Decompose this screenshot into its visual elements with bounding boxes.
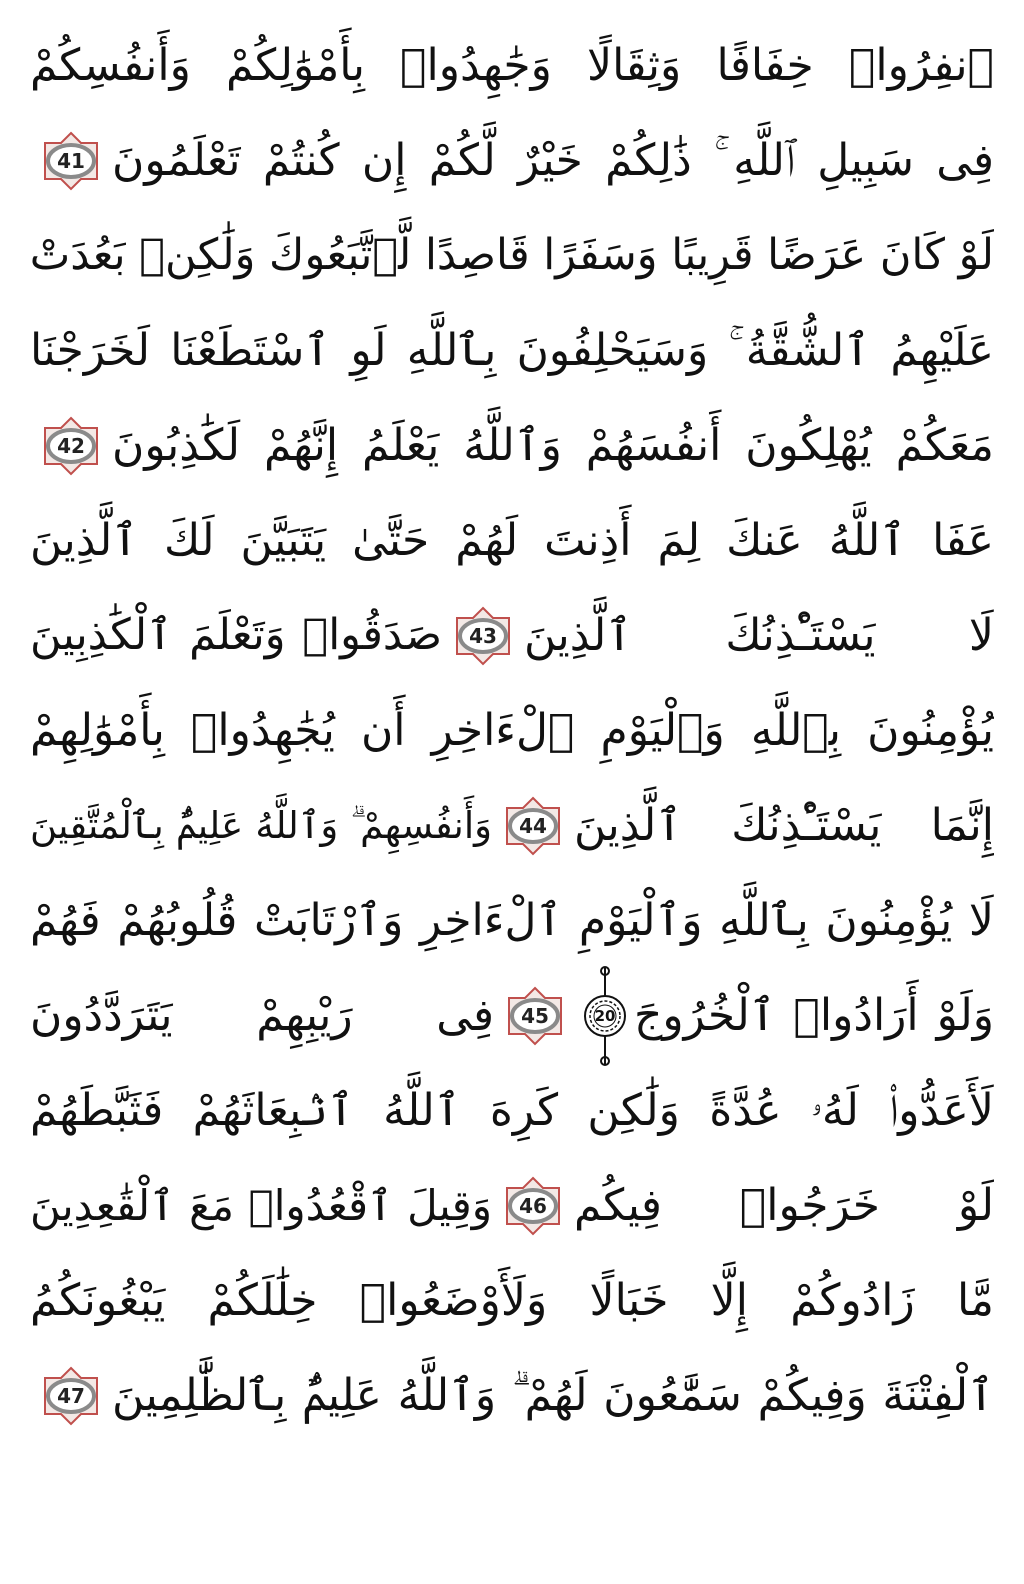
- ayah-number-marker: [452, 605, 514, 667]
- ayah-number-marker: [504, 985, 566, 1047]
- verse-line: [30, 588, 994, 683]
- verse-line: [30, 778, 994, 873]
- verse-line: [30, 1348, 994, 1443]
- ayah-number: 44: [519, 813, 547, 838]
- verse-text: عَفَا ٱللَّهُ عَنكَ لِمَ أَذِنتَ لَهُمْ حَتَّىٰ يَتَبَيَّنَ لَكَ ٱلَّذِينَ: [30, 515, 994, 566]
- verse-text: ٱلْفِتْنَةَ وَفِيكُمْ سَمَّٰعُونَ لَهُمْ ۗ وَٱللَّهُ عَلِيمٌۢ بِٱلظَّٰلِمِينَ: [112, 1370, 994, 1421]
- ayah-number: 41: [57, 148, 85, 173]
- verse-text: لَا يُؤْمِنُونَ بِٱللَّهِ وَٱلْيَوْمِ ٱلْءَاخِرِ وَٱرْتَابَتْ قُلُوبُهُمْ فَهُمْ: [30, 895, 994, 946]
- verse-text: وَقِيلَ ٱقْعُدُوا۟ مَعَ ٱلْقَٰعِدِينَ: [30, 1181, 492, 1230]
- ayah-number-marker: [40, 1365, 102, 1427]
- verse-text: لَأَعَدُّوا۟ لَهُۥ عُدَّةً وَلَٰكِن كَرِهَ ٱللَّهُ ٱنۢبِعَاثَهُمْ فَثَبَّطَهُمْ: [30, 1085, 994, 1136]
- verse-text-after: لَا يَسْتَـْٔذِنُكَ ٱلَّذِينَ: [524, 610, 994, 661]
- verse-line: [30, 113, 994, 208]
- verse-text: يُؤْمِنُونَ بِٱللَّهِ وَٱلْيَوْمِ ٱلْءَاخِرِ أَن يُجَٰهِدُوا۟ بِأَمْوَٰلِهِمْ: [30, 705, 994, 756]
- verse-text: وَأَنفُسِهِمْ ۗ وَٱللَّهُ عَلِيمٌۢ بِٱلْمُتَّقِينَ: [30, 804, 492, 847]
- verse-line: [30, 493, 994, 588]
- verse-line: [30, 683, 994, 778]
- verse-text-after: لَوْ خَرَجُوا۟ فِيكُم: [574, 1180, 994, 1231]
- verse-line: [30, 1253, 994, 1348]
- ayah-number-marker: [40, 415, 102, 477]
- ayah-number: 43: [469, 623, 497, 648]
- verse-text: ٱنفِرُوا۟ خِفَافًا وَثِقَالًا وَجَٰهِدُوا۟ بِأَمْوَٰلِكُمْ وَأَنفُسِكُمْ: [30, 40, 994, 91]
- ayah-number-marker: [40, 130, 102, 192]
- ayah-number-marker: [502, 795, 564, 857]
- verse-line: [30, 1158, 994, 1253]
- ayah-number: 46: [519, 1193, 547, 1218]
- ayah-number: 42: [57, 433, 85, 458]
- hizb-marker: [582, 961, 628, 1071]
- hizb-number: 20: [594, 1006, 616, 1025]
- verse-line: [30, 18, 994, 113]
- verse-line: [30, 1063, 994, 1158]
- verse-text: مَعَكُمْ يُهْلِكُونَ أَنفُسَهُمْ وَٱللَّهُ يَعْلَمُ إِنَّهُمْ لَكَٰذِبُونَ: [112, 420, 994, 471]
- verse-text: فِى رَيْبِهِمْ يَتَرَدَّدُونَ: [30, 990, 494, 1041]
- verse-text-after: إِنَّمَا يَسْتَـْٔذِنُكَ ٱلَّذِينَ: [574, 800, 994, 851]
- verse-text: فِى سَبِيلِ ٱللَّهِ ۚ ذَٰلِكُمْ خَيْرٌ لَّكُمْ إِن كُنتُمْ تَعْلَمُونَ: [112, 135, 994, 186]
- ayah-number: 47: [57, 1383, 85, 1408]
- verse-text-after: وَلَوْ أَرَادُوا۟ ٱلْخُرُوجَ: [634, 990, 994, 1041]
- verse-line: [30, 303, 994, 398]
- verse-line: [30, 968, 994, 1063]
- verse-text: عَلَيْهِمُ ٱلشُّقَّةُ ۚ وَسَيَحْلِفُونَ بِٱللَّهِ لَوِ ٱسْتَطَعْنَا لَخَرَجْنَا: [30, 325, 994, 376]
- verse-text: لَوْ كَانَ عَرَضًا قَرِيبًا وَسَفَرًا قَاصِدًا لَّٱتَّبَعُوكَ وَلَٰكِنۢ بَعُدَتْ: [30, 230, 994, 280]
- ayah-number: 45: [521, 1003, 549, 1028]
- verse-line: [30, 208, 994, 303]
- verse-line: [30, 873, 994, 968]
- verse-text: صَدَقُوا۟ وَتَعْلَمَ ٱلْكَٰذِبِينَ: [30, 610, 442, 660]
- ayah-number-marker: [502, 1175, 564, 1237]
- verse-text: مَّا زَادُوكُمْ إِلَّا خَبَالًا وَلَأَوْضَعُوا۟ خِلَٰلَكُمْ يَبْغُونَكُمُ: [30, 1275, 994, 1326]
- verse-line: [30, 398, 994, 493]
